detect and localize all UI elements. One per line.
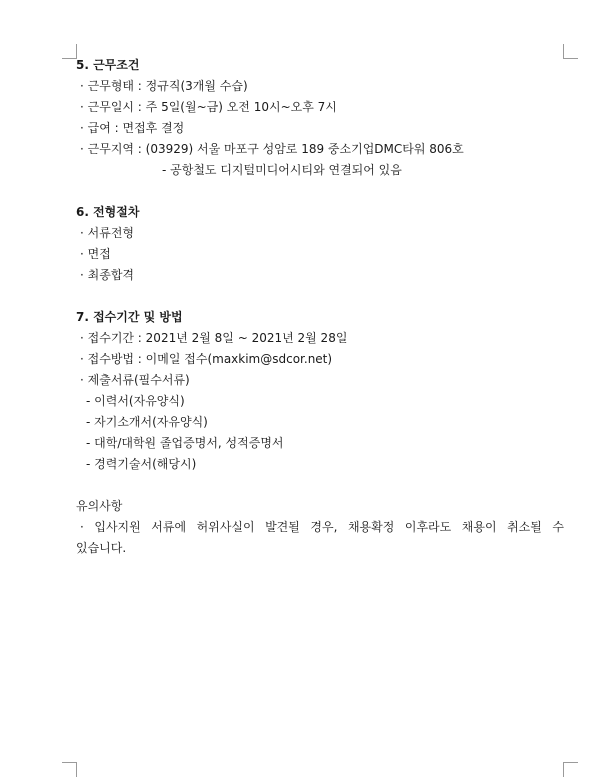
work-location: · 근무지역 : (03929) 서울 마포구 성암로 189 중소기업DMC타워 806호 <box>80 142 464 156</box>
crop-mark-top-left <box>62 44 77 59</box>
section-6-title: 6. 전형절차 <box>76 205 140 219</box>
work-hours: · 근무일시 : 주 5일(월~금) 오전 10시~오후 7시 <box>80 100 337 114</box>
process-step: · 면접 <box>80 247 111 261</box>
application-period: · 접수기간 : 2021년 2월 8일 ~ 2021년 2월 28일 <box>80 331 348 345</box>
crop-mark-top-right <box>563 44 578 59</box>
notes-line-1: · 입사지원 서류에 허위사실이 발견될 경우, 채용확정 이후라도 채용이 취소될 수 <box>80 520 564 534</box>
section-5-title: 5. 근무조건 <box>76 58 140 72</box>
notes-line-2: 있습니다. <box>76 541 127 555</box>
spacer <box>76 286 564 307</box>
required-documents: · 제출서류(필수서류) <box>80 373 190 387</box>
notes-title: 유의사항 <box>76 499 123 513</box>
document-body <box>76 55 564 559</box>
application-method: · 접수방법 : 이메일 접수(maxkim@sdcor.net) <box>80 352 333 366</box>
spacer <box>76 181 564 202</box>
document-item: - 자기소개서(자유양식) <box>86 415 208 429</box>
crop-mark-bottom-right <box>563 762 578 777</box>
document-item: - 대학/대학원 졸업증명서, 성적증명서 <box>86 436 284 450</box>
location-note: - 공항철도 디지털미디어시티와 연결되어 있음 <box>162 163 402 177</box>
process-step: · 최종합격 <box>80 268 134 282</box>
process-step: · 서류전형 <box>80 226 134 240</box>
document-item: - 경력기술서(해당시) <box>86 457 197 471</box>
spacer <box>76 475 564 496</box>
crop-mark-bottom-left <box>62 762 77 777</box>
section-7-title: 7. 접수기간 및 방법 <box>76 310 183 324</box>
employment-type: · 근무형태 : 정규직(3개월 수습) <box>80 79 248 93</box>
salary: · 급여 : 면접후 결정 <box>80 121 185 135</box>
document-item: - 이력서(자유양식) <box>86 394 185 408</box>
